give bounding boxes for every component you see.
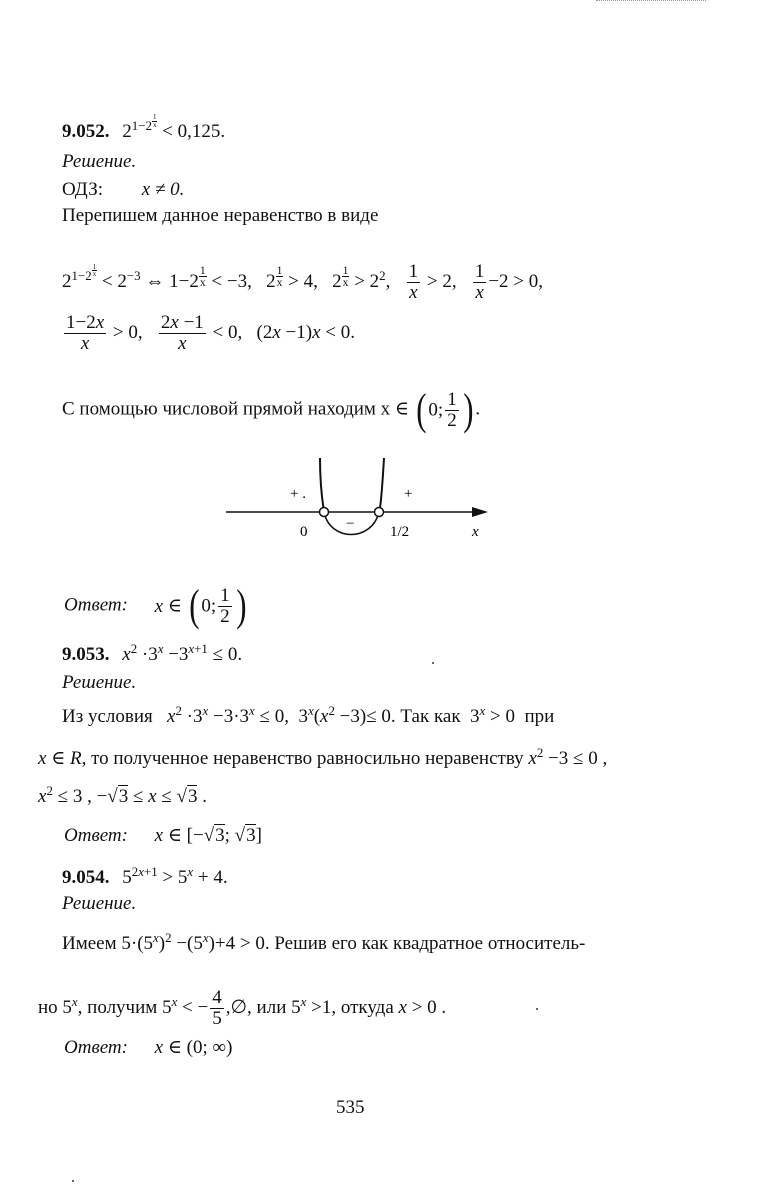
scan-speck [72, 1180, 74, 1182]
problem-054-line-1: Имеем $5\cdot(5^x)^2 -(5^x)+4 > 0$. Решив его как квадратное относитель- [62, 929, 586, 954]
problem-052-statement [62, 113, 226, 142]
rewrite-text: Перепишем данное неравенство в виде [62, 205, 379, 226]
sign-middle: − [346, 516, 355, 532]
solution-label: Решение. [62, 672, 137, 693]
parabola-left-branch [320, 458, 324, 512]
problem-053-statement [62, 640, 243, 665]
axis-arrow [472, 507, 488, 517]
answer-052: Ответ: x ∈ ( 0; $\frac{1}{2}$ ) [64, 581, 247, 630]
sign-left: + . [290, 486, 306, 502]
number-line-result: С помощью числовой прямой находим x ∈ ( 0; $\frac{1}{2}$ ) . [62, 385, 481, 434]
answer-label: Ответ: [64, 825, 128, 846]
text-at: при [524, 706, 555, 727]
text-equiv: , то полученное неравенство равносильно неравенству [81, 748, 524, 769]
scan-speck [432, 662, 434, 664]
problem-number: 9.052. [62, 121, 110, 142]
problem-053-line-2: x ∈ R, то полученное неравенство равносильно неравенству $x^2 -3 \le 0$ , [38, 744, 608, 769]
problem-054-statement [62, 863, 228, 888]
axis-label-x: x [472, 524, 479, 540]
open-point-zero [320, 508, 329, 517]
scan-speck [536, 1008, 538, 1010]
answer-053: Ответ: x ∈ [−√3; √3] [64, 825, 262, 846]
text-or: , или [247, 996, 287, 1018]
solution-label: Решение. [62, 151, 137, 172]
open-point-half [375, 508, 384, 517]
text-from-condition: Из условия [62, 706, 153, 727]
odz-label: ОДЗ: [62, 179, 104, 200]
problem-053-line-3: $x^2 \le 3$ , −√3 ≤ x ≤ √3 . [38, 782, 207, 807]
text-solving: . Решив его как квадратное относитель- [264, 933, 586, 954]
solution-label: Решение. [62, 893, 137, 914]
answer-054: Ответ: x ∈ (0; ∞) [64, 1037, 233, 1058]
answer-label: Ответ: [64, 594, 128, 616]
answer-label: Ответ: [64, 1037, 128, 1058]
odz-line [62, 180, 184, 199]
math-expression: $2^{1-2 ^{\frac{1}{x}}}$ < 0,125. [122, 113, 226, 142]
problem-054-line-2: но 5$^x$, получим $5^x$ < − $\frac{4}{5}$ ,∅, или $5^x >1$, откуда x > 0 . [38, 987, 447, 1029]
problem-number: 9.054. [62, 867, 110, 888]
math-expression: $x^2 \cdot 3^x -3^{x+1} \le 0$. [122, 640, 243, 665]
math-chain-2: $\frac{1-2x}{x}$ > 0, $\frac{2x -1}{x}$ < 0, (2x −1)x < 0. [66, 312, 355, 354]
parabola-right-branch [379, 458, 384, 512]
math-expression: $5^{2x+1} > 5^x + 4$. [122, 863, 228, 888]
text-relative-to: но [38, 996, 58, 1018]
problem-053-line-1: Из условия $x^2 \cdot 3^x -3\cdot 3^x \le 0$, $3^x(x^2 -3)\le 0$. Так как $3^x > 0$ при [62, 702, 555, 727]
number-line-diagram [220, 452, 510, 552]
header-rule [596, 0, 706, 4]
math-chain-1: $2^{1-2 ^{\frac{1}{x}}}$ < $2^{-3}$ ⇔ 1−2 $^{\frac{1}{x}}$ < −3, 2 $^{\frac{1}{x}}$ > 4, 2 $^{\frac{1}{x}}$ > $2^2$, $\frac{1}{x}$ > 2, $\frac{1}{x}$ −2 > 0, [62, 261, 544, 303]
page-number: 535 [336, 1097, 365, 1118]
sign-right: + [404, 486, 413, 502]
problem-number: 9.053. [62, 644, 110, 665]
tick-label-zero: 0 [300, 524, 308, 540]
text-so-as: . Так как [390, 706, 461, 727]
text-get: , получим [77, 996, 158, 1018]
number-line-text: С помощью числовой прямой находим x ∈ [62, 398, 409, 420]
text-whence: , откуда [331, 996, 394, 1018]
text-we-have: Имеем [62, 933, 117, 954]
tick-label-half: 1/2 [390, 524, 410, 540]
odz-value: x ≠ 0. [141, 179, 185, 200]
